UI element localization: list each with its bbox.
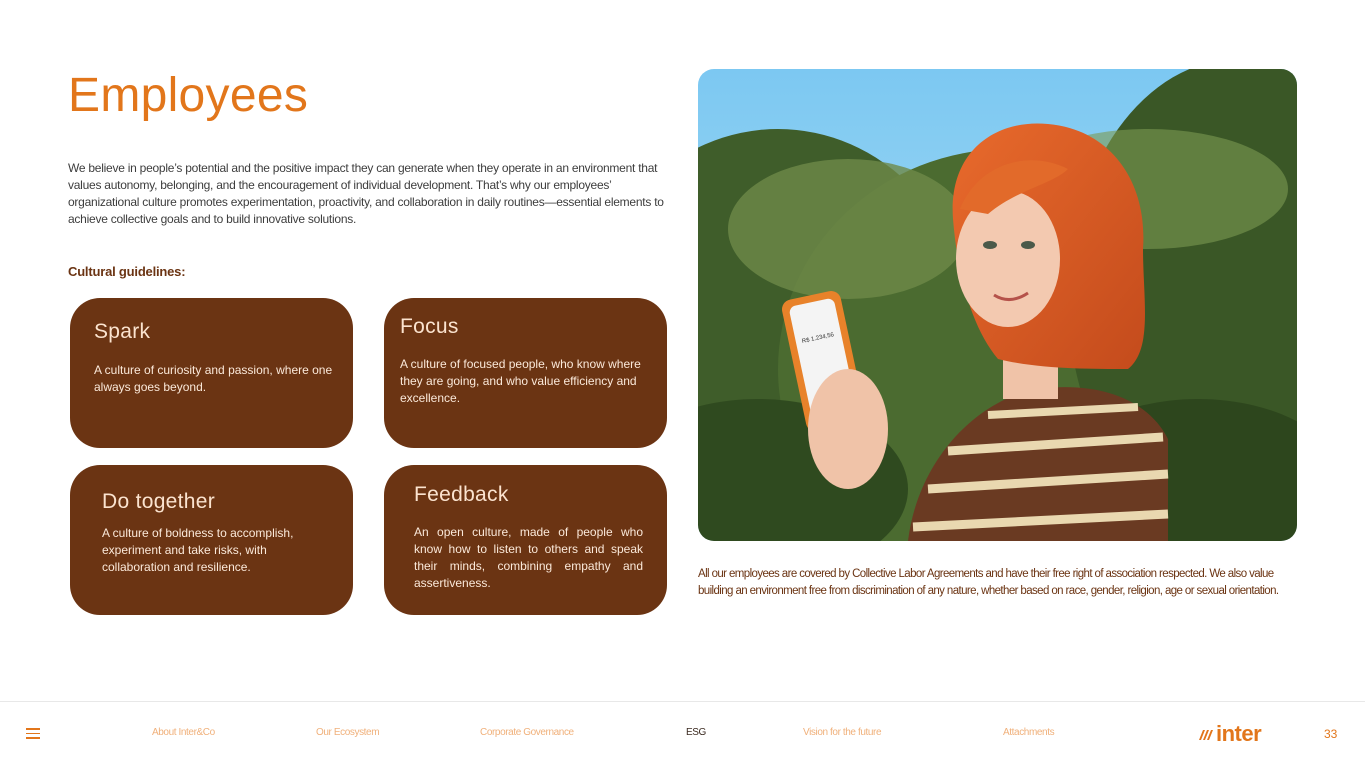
inter-logo-mark-icon: [1198, 727, 1214, 741]
nav-attachments[interactable]: Attachments: [1003, 727, 1055, 738]
card-text: An open culture, made of people who know how to listen to others and speak their minds, combining empathy and assertiveness.: [414, 525, 643, 590]
nav-about-inter[interactable]: About Inter&Co: [152, 727, 215, 738]
phone-amount: R$ 1.234,56: [801, 332, 835, 345]
nav-esg[interactable]: ESG: [686, 727, 706, 738]
card-text: A culture of curiosity and passion, where one always goes beyond.: [94, 363, 333, 394]
nav-vision-future[interactable]: Vision for the future: [803, 727, 882, 738]
menu-icon[interactable]: [26, 728, 40, 739]
card-title: Spark: [94, 320, 151, 343]
card-title: Feedback: [414, 483, 509, 506]
intro-paragraph: We believe in people’s potential and the positive impact they can generate when they operate in an environment that values autonomy, belonging, and the encouragement of individual development. That’s why our employees’ organizational culture promotes experimentation, proactivity, and collaboration in daily routines—essential elements to achieve collective goals and to build innovative solutions.: [68, 161, 664, 226]
card-feedback: [384, 465, 667, 615]
nav-corporate-governance[interactable]: Corporate Governance: [480, 727, 574, 738]
card-spark: [70, 298, 353, 448]
card-focus: [384, 298, 667, 448]
employee-rights-caption: All our employees are covered by Collective Labor Agreements and have their free right of association respected. We also value building an environment free from discrimination of any nature, whether based on race, gender, religion, age or sexual orientation.: [698, 568, 1279, 597]
card-text: A culture of focused people, who know where they are going, and who value efficiency and excellence.: [400, 357, 641, 405]
logo-wordmark: inter: [1216, 721, 1262, 746]
footer-nav-bar: [0, 701, 1365, 768]
card-do-together: [70, 465, 353, 615]
cultural-guidelines-heading: Cultural guidelines:: [68, 264, 186, 279]
page-title: Employees: [68, 69, 309, 122]
card-text: A culture of boldness to accomplish, experiment and take risks, with collaboration and resilience.: [102, 526, 294, 574]
card-title: Focus: [400, 315, 459, 338]
inter-logo: [1198, 721, 1261, 747]
page-number: 33: [1324, 727, 1338, 741]
card-title: Do together: [102, 490, 216, 513]
employee-photo: [698, 69, 1297, 541]
nav-our-ecosystem[interactable]: Our Ecosystem: [316, 727, 380, 738]
